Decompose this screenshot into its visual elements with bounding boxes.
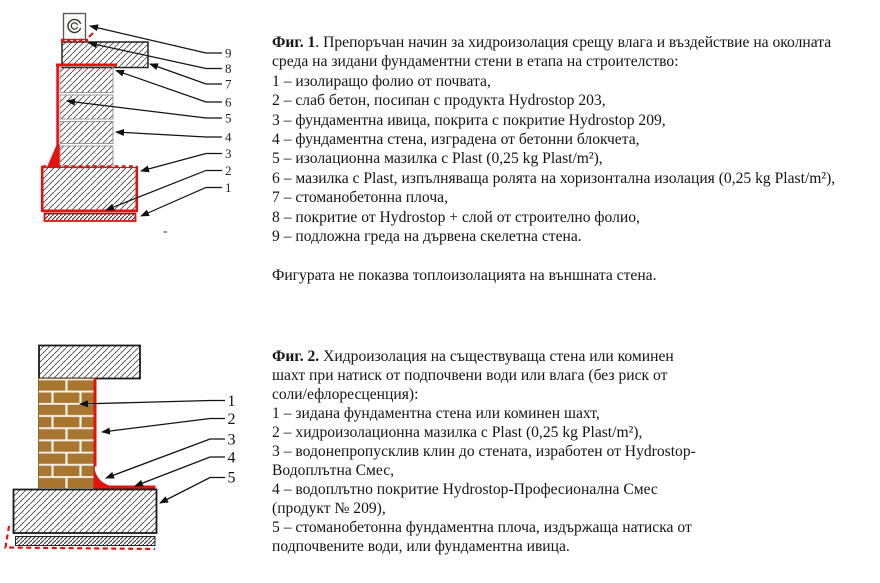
fig1-callout-1: 1 <box>225 180 232 195</box>
fig2-callout-3: 3 <box>227 431 236 449</box>
fig1-item-8: 8 – покритие от Hydrostop + слой от строително фолио, <box>272 208 640 226</box>
fig1-note: Фигурата не показва топлоизолацията на външната стена. <box>272 266 657 284</box>
fig1-heading-rest: . Препоръчан начин за хидроизолация срещу влага и въздействие на околната <box>315 34 832 51</box>
fig2-item-5b: подпочвените води, или фундаментна ивица. <box>272 538 570 555</box>
fig1-caption-block <box>272 33 878 285</box>
fig1-heading-line1 <box>272 33 878 52</box>
fig1-wood-beam <box>64 14 86 40</box>
fig1-callout-3: 3 <box>225 146 232 161</box>
fig1-item-2: 2 – слаб бетон, посипан с продукта Hydrostop 203, <box>272 92 606 110</box>
fig1-callout-labels <box>225 46 232 196</box>
fig1-item-1: 1 – изолиращо фолио от почвата, <box>272 72 491 90</box>
fig2-heading-line1 <box>272 347 832 366</box>
fig2-item-4a: 4 – водоплътно покритие Hydrostop-Професионална Смес <box>272 481 658 498</box>
fig2-item-2: 2 – хидроизолационна мазилка с Plast (0,25 kg Plast/m²), <box>272 424 643 441</box>
fig1-callout-6: 6 <box>225 94 232 110</box>
fig2-callout-1: 1 <box>227 393 236 410</box>
fig1-item-5: 5 – изолационна мазилка с Plast (0,25 kg Plast/m²), <box>272 150 603 168</box>
fig2-callout-4: 4 <box>227 449 236 467</box>
fig2-line-2: шахт при натиск от подпочвени води или влага (без риск от <box>272 367 668 384</box>
fig2-hydro-plaster <box>94 379 156 490</box>
fig1-heading-line2: среда на зидани фундаментни стени в етапа на строителство: <box>272 53 679 71</box>
fig2-item-5a: 5 – стоманобетонна фундаментна плоча, издържаща натиска от <box>272 519 692 536</box>
fig2-horizontal-coating <box>94 486 156 490</box>
fig2-top-slab <box>39 346 140 379</box>
fig1-label: Фиг. 1 <box>272 34 316 51</box>
fig1-foundation-strip <box>41 166 138 211</box>
fig2-callout-5: 5 <box>227 469 236 487</box>
fig1-callout-8: 8 <box>225 61 232 76</box>
fig1-foil-lean-concrete-strip <box>45 214 136 222</box>
fig2-cove-fillet <box>94 460 117 487</box>
fig1-item-9: 9 – подложна греда на дървена скелетна стена. <box>272 228 582 246</box>
fig2-caption-block <box>272 347 832 556</box>
fig1-item-7: 7 – стоманобетонна плоча, <box>272 189 448 207</box>
fig1-item-6: 6 – мазилка с Plast, изпълняваща ролята на хоризонтална изолация (0,25 kg Plast/m²), <box>272 169 836 187</box>
fig1-item-3: 3 – фундаментна ивица, покрита с покритие Hydrostop 209, <box>272 111 666 129</box>
fig2-line-3: соли/ефлоресценция): <box>272 386 419 403</box>
fig2-item-4b: (продукт № 209), <box>272 500 386 517</box>
fig2-brick-wall <box>39 379 95 490</box>
fig1-callout-2: 2 <box>225 163 232 178</box>
fig2-lean-concrete-strip <box>16 537 156 546</box>
fig2-item-3b: Водоплътна Смес, <box>272 462 395 479</box>
fig1-callout-9: 9 <box>225 45 232 61</box>
stray-minus-mark: - <box>163 224 168 239</box>
fig2-heading-rest: Хидроизолация на съществуваща стена или коминен <box>319 348 674 365</box>
fig1-insulation-plaster <box>47 66 60 167</box>
fig2-callout-2: 2 <box>227 411 236 428</box>
fig2-wall-waterproofing-diagram <box>0 330 270 583</box>
fig1-item-4: 4 – фундаментна стена, изградена от бетонни блокчета, <box>272 131 640 149</box>
fig1-callout-7: 7 <box>225 76 232 92</box>
fig1-callout-4: 4 <box>225 129 232 145</box>
fig1-block-wall <box>60 67 113 167</box>
fig2-item-1: 1 – зидана фундаментна стена или коминен шахт, <box>272 405 600 422</box>
fig2-foundation-slab <box>14 490 157 534</box>
fig2-label: Фиг. 2. <box>272 348 320 365</box>
fig2-item-3a: 3 – водонепропусклив клин до стената, изработен от Hydrostop- <box>272 443 696 460</box>
fig2-callout-labels <box>228 393 236 487</box>
fig1-foundation-section-diagram <box>0 0 270 250</box>
fig1-callout-5: 5 <box>225 110 232 126</box>
